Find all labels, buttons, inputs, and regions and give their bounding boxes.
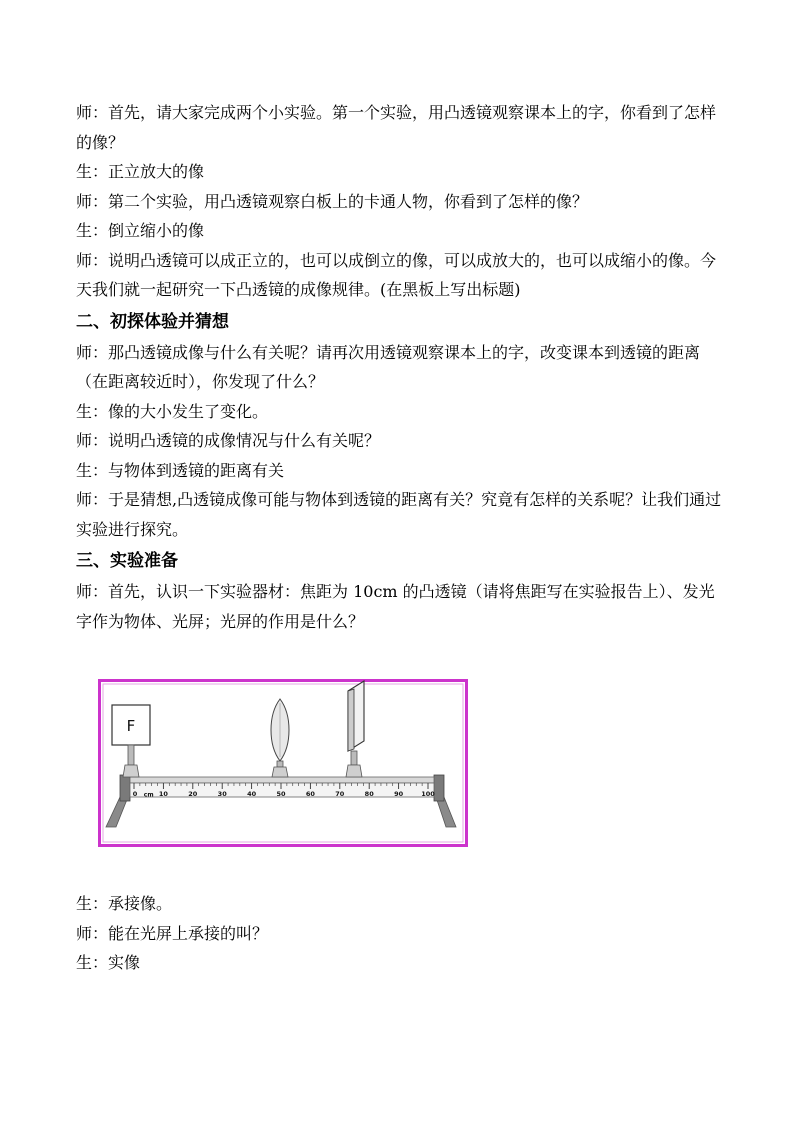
section-heading: 三、实验准备 <box>76 551 178 571</box>
ruler-tick-label: 0 <box>132 790 138 798</box>
right-end-block <box>434 775 444 801</box>
section-heading: 二、初探体验并猜想 <box>76 311 229 332</box>
paragraph: 生：倒立缩小的像 <box>76 221 205 240</box>
light-screen-edge <box>348 689 354 751</box>
screen-holder <box>346 765 362 777</box>
paragraph: 师：首先，请大家完成两个小实验。第一个实验，用凸透镜观察课本上的字，你看到了怎样的像？ <box>76 103 717 152</box>
ruler-tick-label: 70 <box>335 790 345 798</box>
left-end-block <box>120 775 130 801</box>
ruler-tick-label: 80 <box>364 790 374 798</box>
ruler-tick-label: 100 <box>421 790 435 798</box>
ruler-tick-label: 40 <box>247 790 257 798</box>
ruler-tick-label: 30 <box>217 790 227 798</box>
paragraph: 师：那凸透镜成像与什么有关呢？请再次用透镜观察课本上的字，改变课本到透镜的距离（在距离较近时），你发现了什么？ <box>76 342 701 391</box>
ruler-unit-label: cm <box>143 791 154 799</box>
paragraph: 生：正立放大的像 <box>76 162 205 181</box>
paragraph: 生：像的大小发生了变化。 <box>76 401 269 421</box>
paragraph: 师：说明凸透镜可以成正立的，也可以成倒立的像，可以成放大的，也可以成缩小的像。今天我们就一起研究一下凸透镜的成像规律。(在黑板上写出标题) <box>76 250 717 299</box>
optical-bench-figure <box>98 679 468 847</box>
paragraph: 生：实像 <box>76 953 141 972</box>
object-holder <box>123 765 139 777</box>
ruler-tick-label: 50 <box>276 790 286 798</box>
optical-bench-diagram <box>98 679 468 847</box>
paragraph: 师：说明凸透镜的成像情况与什么有关呢？ <box>76 431 381 450</box>
ruler-tick-label: 10 <box>158 790 168 798</box>
object-post <box>128 745 134 765</box>
document-body <box>76 98 726 978</box>
paragraph: 师：于是猜想,凸透镜成像可能与物体到透镜的距离有关？究竟有怎样的关系呢？让我们通过实验进行探究。 <box>76 490 722 539</box>
ruler-tick-label: 20 <box>188 790 198 798</box>
paragraph: 生：与物体到透镜的距离有关 <box>76 460 285 480</box>
paragraph: 师：首先，认识一下实验器材：焦距为 10cm 的凸透镜（请将焦距写在实验报告上）、发光字作为物体、光屏；光屏的作用是什么？ <box>76 582 715 631</box>
lens-post <box>277 761 283 767</box>
object-letter: F <box>126 717 136 735</box>
lens-holder <box>272 767 288 777</box>
paragraph: 师：能在光屏上承接的叫？ <box>76 923 269 943</box>
paragraph: 师：第二个实验，用凸透镜观察白板上的卡通人物，你看到了怎样的像？ <box>76 191 589 211</box>
paragraph: 生：承接像。 <box>76 894 173 913</box>
bench-rail-top <box>130 777 434 783</box>
screen-post <box>351 751 357 765</box>
ruler-tick-label: 60 <box>305 790 315 798</box>
ruler-tick-label: 90 <box>394 790 404 798</box>
